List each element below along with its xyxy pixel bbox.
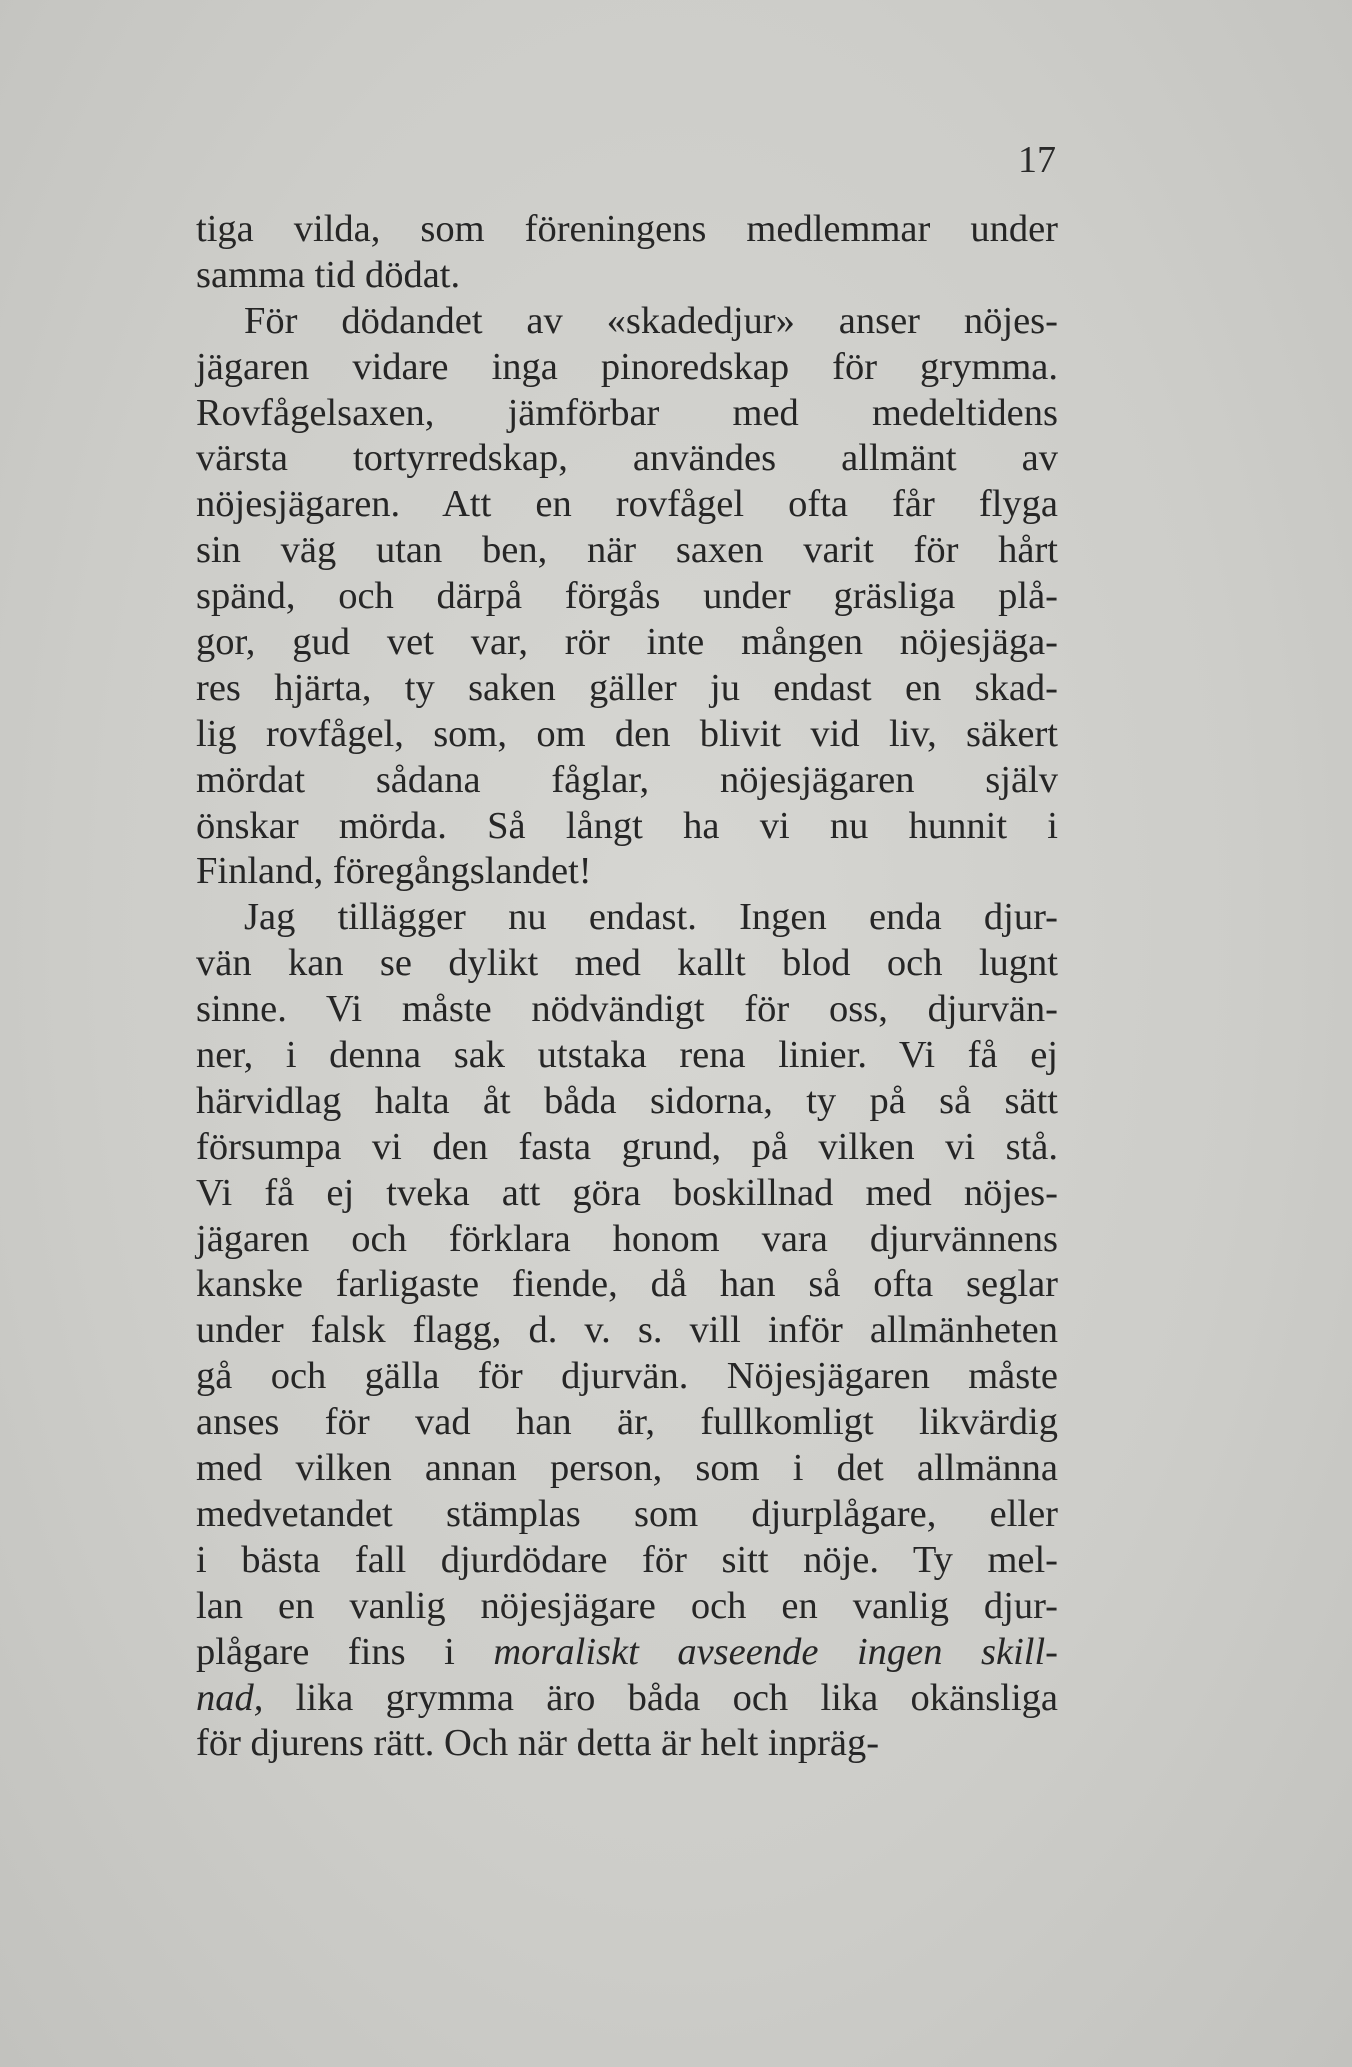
text-line: önskar mörda. Så långt ha vi nu hunnit i xyxy=(196,804,1058,847)
text-line-plain: lika grymma äro båda och lika okänsliga xyxy=(263,1676,1058,1719)
text-line xyxy=(196,1630,1058,1676)
text-line: under falsk flagg, d. v. s. vill inför allmänheten xyxy=(196,1309,1058,1352)
text-line: gå och gälla för djurvän. Nöjesjägaren måste xyxy=(196,1355,1058,1398)
text-line: anses för vad han är, fullkomligt likvärdig xyxy=(196,1401,1058,1444)
text-line: för djurens rätt. Och när detta är helt inpräg- xyxy=(196,1722,880,1765)
text-line: Rovfågelsaxen, jämförbar med medeltidens xyxy=(196,391,1058,434)
text-line: vän kan se dylikt med kallt blod och lugnt xyxy=(196,942,1058,985)
text-line: värsta tortyrredskap, användes allmänt av xyxy=(196,437,1058,480)
text-line: jägaren vidare inga pinoredskap för grymma. xyxy=(196,345,1058,388)
text-line: sin väg utan ben, när saxen varit för hårt xyxy=(196,529,1058,572)
text-line: medvetandet stämplas som djurplågare, eller xyxy=(196,1492,1058,1535)
text-line: härvidlag halta åt båda sidorna, ty på så sätt xyxy=(196,1079,1058,1122)
text-line-plain: plågare fins i xyxy=(196,1630,494,1673)
text-line: spänd, och därpå förgås under gräsliga plå- xyxy=(196,575,1058,618)
text-line: lan en vanlig nöjesjägare och en vanlig djur- xyxy=(196,1584,1058,1627)
page-number: 17 xyxy=(1018,139,1056,181)
text-line: försumpa vi den fasta grund, på vilken vi stå. xyxy=(196,1125,1058,1168)
text-line: lig rovfågel, som, om den blivit vid liv, säkert xyxy=(196,712,1058,755)
text-line: i bästa fall djurdödare för sitt nöje. Ty mel- xyxy=(196,1538,1058,1581)
text-line: mördat sådana fåglar, nöjesjägaren själv xyxy=(196,758,1058,801)
text-line: kanske farligaste fiende, då han så ofta seglar xyxy=(196,1263,1058,1306)
body-text xyxy=(196,207,1058,1767)
text-line xyxy=(196,1676,1058,1722)
text-line: med vilken annan person, som i det allmänna xyxy=(196,1447,1058,1490)
text-line: jägaren och förklara honom vara djurvännens xyxy=(196,1217,1058,1260)
text-line: För dödandet av «skadedjur» anser nöjes- xyxy=(244,299,1058,342)
text-line: Jag tillägger nu endast. Ingen enda djur- xyxy=(244,896,1058,939)
text-line-italic: moraliskt avseende ingen skill- xyxy=(493,1630,1058,1673)
text-line: ner, i denna sak utstaka rena linier. Vi få ej xyxy=(196,1034,1058,1077)
text-line: sinne. Vi måste nödvändigt för oss, djurvän- xyxy=(196,988,1058,1031)
text-line: samma tid dödat. xyxy=(196,253,461,296)
text-line: res hjärta, ty saken gäller ju endast en skad- xyxy=(196,666,1058,709)
text-line: Finland, föregångslandet! xyxy=(196,850,592,893)
text-line: tiga vilda, som föreningens medlemmar under xyxy=(196,208,1058,250)
text-line: Vi få ej tveka att göra boskillnad med nöjes- xyxy=(196,1171,1058,1214)
text-line-italic: nad, xyxy=(196,1676,264,1719)
text-line: nöjesjägaren. Att en rovfågel ofta får flyga xyxy=(196,483,1058,526)
text-line: gor, gud vet var, rör inte mången nöjesjäga- xyxy=(196,621,1058,664)
